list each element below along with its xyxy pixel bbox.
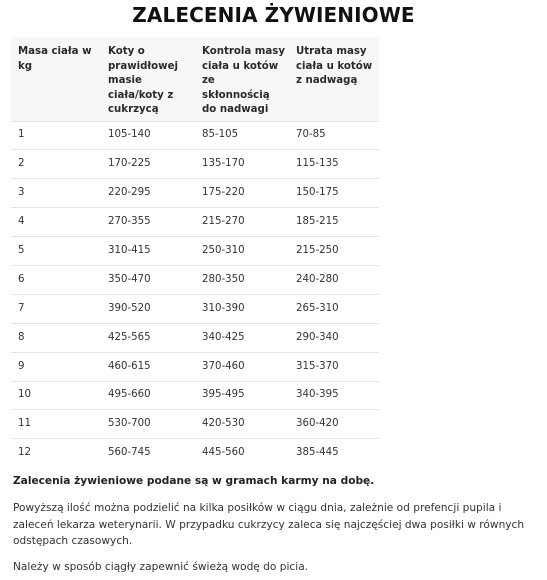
table-row xyxy=(11,323,379,352)
header-normal-weight: Koty o prawidłowej masie ciała/koty z cukrzycą xyxy=(101,37,195,121)
cell-weight-control: 280-350 xyxy=(195,265,289,294)
header-weight-loss: Utrata masy ciała u kotów z nadwagą xyxy=(289,37,379,121)
cell-normal-weight: 390-520 xyxy=(101,294,195,323)
cell-weight-loss: 240-280 xyxy=(289,265,379,294)
cell-normal-weight: 495-660 xyxy=(101,381,195,410)
cell-body-weight: 2 xyxy=(11,150,101,179)
cell-weight-control: 370-460 xyxy=(195,352,289,381)
cell-body-weight: 7 xyxy=(11,294,101,323)
cell-weight-loss: 185-215 xyxy=(289,208,379,237)
cell-body-weight: 1 xyxy=(11,121,101,150)
page-title: ZALECENIA ŻYWIENIOWE xyxy=(132,3,415,27)
cell-normal-weight: 105-140 xyxy=(101,121,195,150)
table-row xyxy=(11,439,379,468)
cell-weight-control: 85-105 xyxy=(195,121,289,150)
cell-weight-loss: 315-370 xyxy=(289,352,379,381)
table-row xyxy=(11,150,379,179)
cell-weight-loss: 115-135 xyxy=(289,150,379,179)
table-row xyxy=(11,352,379,381)
table-row xyxy=(11,208,379,237)
table-row xyxy=(11,121,379,150)
cell-normal-weight: 460-615 xyxy=(101,352,195,381)
cell-weight-control: 395-495 xyxy=(195,381,289,410)
cell-body-weight: 10 xyxy=(11,381,101,410)
grams-note: Zalecenia żywieniowe podane są w gramach karmy na dobę. xyxy=(13,475,375,487)
cell-weight-loss: 360-420 xyxy=(289,410,379,439)
cell-weight-control: 175-220 xyxy=(195,179,289,208)
table-row xyxy=(11,381,379,410)
cell-weight-loss: 385-445 xyxy=(289,439,379,468)
cell-weight-control: 340-425 xyxy=(195,323,289,352)
cell-weight-control: 215-270 xyxy=(195,208,289,237)
cell-normal-weight: 560-745 xyxy=(101,439,195,468)
table-header-row xyxy=(11,37,379,121)
cell-weight-loss: 340-395 xyxy=(289,381,379,410)
cell-normal-weight: 270-355 xyxy=(101,208,195,237)
table-row xyxy=(11,237,379,266)
cell-body-weight: 4 xyxy=(11,208,101,237)
cell-weight-loss: 70-85 xyxy=(289,121,379,150)
cell-normal-weight: 220-295 xyxy=(101,179,195,208)
cell-body-weight: 8 xyxy=(11,323,101,352)
cell-weight-loss: 290-340 xyxy=(289,323,379,352)
cell-weight-loss: 265-310 xyxy=(289,294,379,323)
cell-weight-control: 445-560 xyxy=(195,439,289,468)
cell-weight-control: 420-530 xyxy=(195,410,289,439)
table-row xyxy=(11,265,379,294)
cell-body-weight: 3 xyxy=(11,179,101,208)
cell-weight-loss: 150-175 xyxy=(289,179,379,208)
cell-body-weight: 11 xyxy=(11,410,101,439)
cell-body-weight: 12 xyxy=(11,439,101,468)
cell-body-weight: 5 xyxy=(11,237,101,266)
cell-weight-control: 135-170 xyxy=(195,150,289,179)
meals-note: Powyższą ilość można podzielić na kilka posiłków w ciągu dnia, zależnie od prefencji pupila i zaleceń lekarza weterynarii. W przypadku cukrzycy zaleca się najczęściej dwa posiłki w równych odstępach czasowych. xyxy=(13,502,525,547)
table-row xyxy=(11,179,379,208)
cell-body-weight: 9 xyxy=(11,352,101,381)
table-row xyxy=(11,410,379,439)
cell-normal-weight: 170-225 xyxy=(101,150,195,179)
feeding-table xyxy=(11,37,379,468)
cell-weight-control: 310-390 xyxy=(195,294,289,323)
cell-body-weight: 6 xyxy=(11,265,101,294)
header-weight-control: Kontrola masy ciała u kotów ze skłonnością do nadwagi xyxy=(195,37,289,121)
table-body xyxy=(11,121,379,468)
header-body-weight: Masa ciała w kg xyxy=(11,37,101,121)
water-note: Należy w sposób ciągły zapewnić świeżą wodę do picia. xyxy=(13,561,309,573)
cell-normal-weight: 530-700 xyxy=(101,410,195,439)
cell-normal-weight: 425-565 xyxy=(101,323,195,352)
cell-weight-control: 250-310 xyxy=(195,237,289,266)
cell-normal-weight: 310-415 xyxy=(101,237,195,266)
table-row xyxy=(11,294,379,323)
cell-normal-weight: 350-470 xyxy=(101,265,195,294)
cell-weight-loss: 215-250 xyxy=(289,237,379,266)
